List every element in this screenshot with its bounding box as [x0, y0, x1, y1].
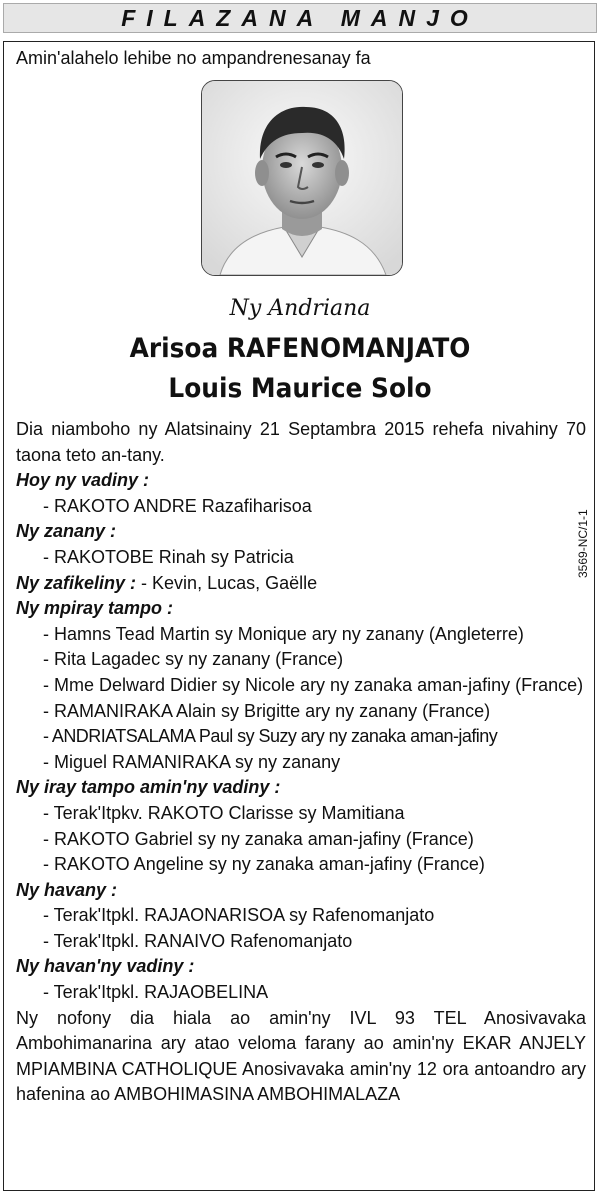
children-entry: - RAKOTOBE Rinah sy Patricia: [43, 546, 294, 567]
spouse-sibling-entry: - RAKOTO Angeline sy ny zanaka aman-jafiny (France): [43, 854, 485, 875]
spouse-sibling-entry: - Terak'Itpkv. RAKOTO Clarisse sy Mamitiana: [43, 802, 405, 823]
spouse-sibling-entry: - RAKOTO Gabriel sy ny zanaka aman-jafiny (France): [43, 828, 474, 849]
intro-text: Amin'alahelo lehibe no ampandrenesanay fa: [16, 48, 371, 68]
sibling-entry: - RAMANIRAKA Alain sy Brigitte ary ny zanany (France): [43, 700, 491, 721]
grandchildren-line: [16, 571, 586, 597]
sibling-entry: - Rita Lagadec sy ny zanany (France): [43, 649, 344, 670]
siblings-label: Ny mpiray tampo :: [16, 598, 174, 619]
header-title: FILAZANA MANJO: [121, 4, 479, 31]
notice-body: [16, 417, 586, 1108]
spouse-entry: - RAKOTO ANDRE Razafiharisoa: [43, 495, 312, 516]
spouse-relatives-label: Ny havan'ny vadiny :: [16, 956, 195, 977]
sibling-entry: - Mme Delward Didier sy Nicole ary ny zanaka aman-jafiny (France): [43, 674, 584, 695]
grandchildren-entry: - Kevin, Lucas, Gaëlle: [136, 572, 318, 593]
spouse-relative-entry: - Terak'Itpkl. RAJAOBELINA: [43, 982, 269, 1003]
portrait-photo: [201, 80, 403, 276]
spouse-label: Hoy ny vadiny :: [16, 470, 150, 491]
sibling-entry: - ANDRIATSALAMA Paul sy Suzy ary ny zanaka aman-jafiny: [43, 726, 498, 747]
sibling-entry: - Hamns Tead Martin sy Monique ary ny zanany (Angleterre): [43, 623, 524, 644]
closing-text: Ny nofony dia hiala ao amin'ny IVL 93 TEL Anosivavaka Ambohimanarina ary atao veloma farany ao amin'ny EKAR ANJELY MPIAMBINA CATHOLIQUE Anosivavaka amin'ny 12 ora antoandro ary hafenina ao AMBOHIMASINA AMBOHIMALAZA: [16, 1007, 586, 1105]
header-banner: [3, 3, 597, 33]
children-label: Ny zanany :: [16, 521, 117, 542]
sibling-entry: - Miguel RAMANIRAKA sy ny zanany: [43, 751, 341, 772]
relative-entry: - Terak'Itpkl. RANAIVO Rafenomanjato: [43, 930, 353, 951]
relatives-label: Ny havany :: [16, 879, 118, 900]
portrait-image: [202, 81, 402, 275]
relative-entry: - Terak'Itpkl. RAJAONARISOA sy Rafenomanjato: [43, 905, 435, 926]
honorific-title: Ny Andriana: [229, 296, 371, 321]
spouse-siblings-label: Ny iray tampo amin'ny vadiny :: [16, 777, 281, 798]
reference-code: 3569-NC/1-1: [576, 509, 590, 578]
deceased-name-line-2: Louis Maurice Solo: [168, 373, 432, 404]
deceased-name-line-1: Arisoa RAFENOMANJATO: [129, 333, 471, 364]
death-notice-text: Dia niamboho ny Alatsinainy 21 Septambra 2015 rehefa nivahiny 70 taona teto an-tany.: [16, 419, 586, 465]
grandchildren-label: Ny zafikeliny :: [16, 572, 137, 593]
